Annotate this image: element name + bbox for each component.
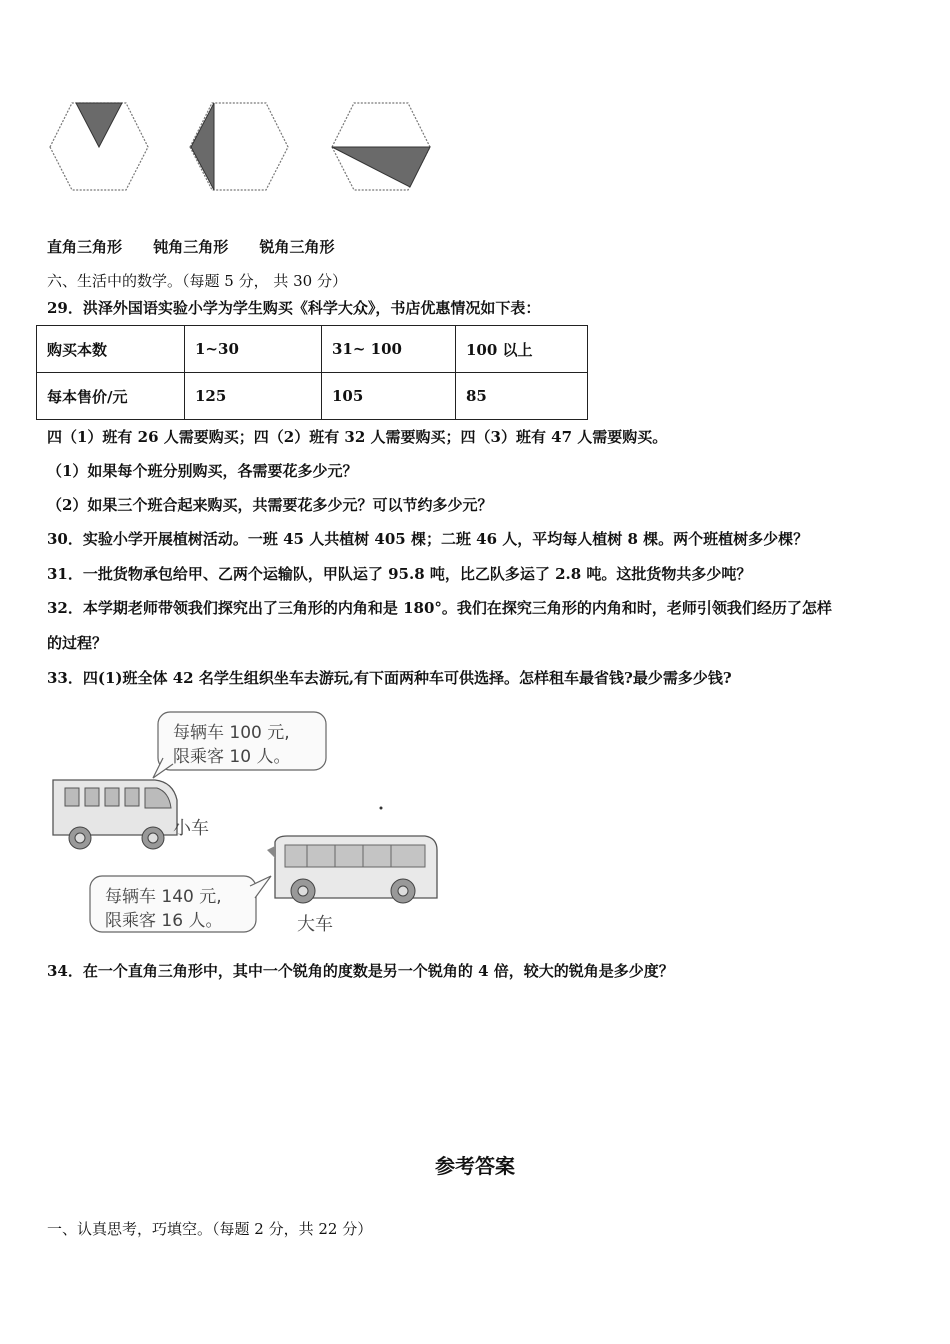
hexagon-figures — [40, 95, 460, 205]
big-bus-bubble-line2: 限乘客 16 人。 — [105, 911, 223, 931]
small-bus-bubble-line1: 每辆车 100 元, — [173, 723, 290, 743]
question-32-line2: 的过程？ — [47, 634, 108, 652]
hexagon-2 — [190, 103, 288, 190]
section-6-title: 六、生活中的数学。（每题 5 分， 共 30 分） — [47, 272, 347, 290]
question-29-info: 四（1）班有 26 人需要购买；四（2）班有 32 人需要购买；四（3）班有 47 人需要购买。 — [47, 428, 668, 446]
table-cell: 125 — [185, 373, 322, 420]
table-row — [37, 373, 588, 420]
hexagon-1 — [50, 103, 148, 190]
answer-section-1: 一、认真思考，巧填空。（每题 2 分，共 22 分） — [47, 1220, 373, 1238]
big-bus-label: 大车 — [297, 914, 333, 935]
table-cell: 85 — [456, 373, 588, 420]
table-cell: 每本售价/元 — [37, 373, 185, 420]
label-acute-triangle: 锐角三角形 — [259, 238, 335, 256]
question-29-sub2: （2）如果三个班合起来购买，共需要花多少元？可以节约多少元？ — [47, 496, 493, 514]
small-bus-label: 小车 — [173, 818, 209, 839]
table-row — [37, 326, 588, 373]
question-32-line1: 32．本学期老师带领我们探究出了三角形的内角和是 180°。我们在探究三角形的内角和时，老师引领我们经历了怎样 — [47, 599, 832, 617]
label-obtuse-triangle: 钝角三角形 — [153, 238, 229, 256]
question-31: 31．一批货物承包给甲、乙两个运输队，甲队运了 95.8 吨，比乙队多运了 2.8 吨。这批货物共多少吨？ — [47, 565, 752, 583]
table-cell: 100 以上 — [456, 326, 588, 373]
question-33: 33．四(1)班全体 42 名学生组织坐车去游玩,有下面两种车可供选择。怎样租车最省钱?最少需多少钱? — [47, 669, 732, 687]
table-cell: 购买本数 — [37, 326, 185, 373]
table-cell: 105 — [322, 373, 456, 420]
big-bus-bubble-line1: 每辆车 140 元, — [105, 887, 222, 907]
hexagon-3 — [332, 103, 430, 190]
table-cell: 31~ 100 — [322, 326, 456, 373]
question-29-sub1: （1）如果每个班分别购买，各需要花多少元？ — [47, 462, 358, 480]
question-30: 30．实验小学开展植树活动。一班 45 人共植树 405 棵；二班 46 人，平均每人植树 8 棵。两个班植树多少棵？ — [47, 530, 809, 548]
table-cell: 1~30 — [185, 326, 322, 373]
label-right-triangle: 直角三角形 — [47, 238, 123, 256]
hexagon-labels — [47, 236, 335, 257]
question-34: 34．在一个直角三角形中，其中一个锐角的度数是另一个锐角的 4 倍，较大的锐角是多少度？ — [47, 962, 674, 980]
small-bus — [53, 780, 177, 849]
answer-key-title: 参考答案 — [435, 1154, 515, 1178]
price-table — [36, 325, 588, 420]
bus-illustration — [45, 700, 455, 950]
big-bus — [267, 836, 437, 903]
small-bus-bubble-line2: 限乘客 10 人。 — [173, 747, 291, 767]
question-29: 29．洪泽外国语实验小学为学生购买《科学大众》，书店优惠情况如下表： — [47, 299, 541, 317]
